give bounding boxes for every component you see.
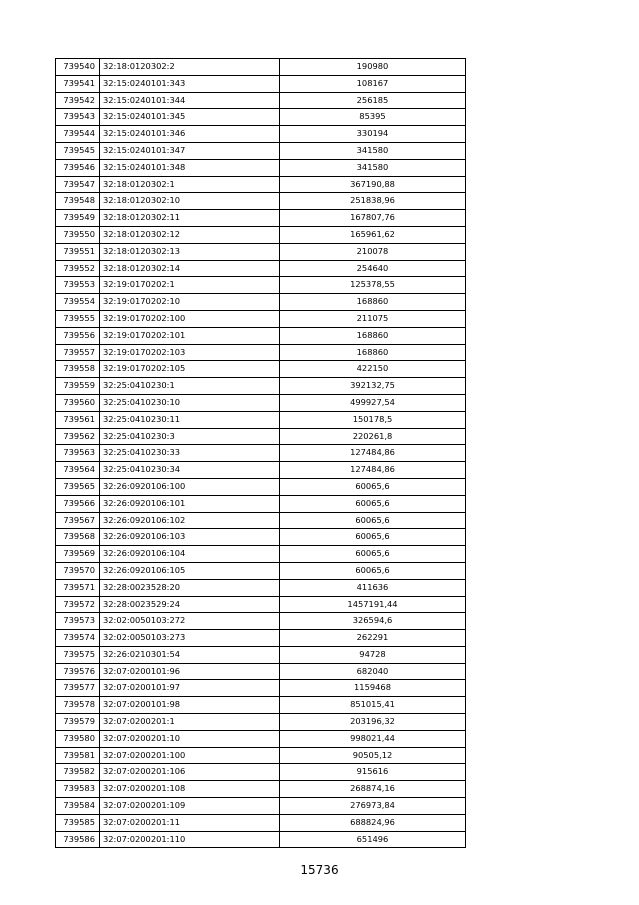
- table-row: [56, 478, 466, 495]
- row-id-cell: 739546: [56, 159, 100, 176]
- value-cell: 341580: [280, 142, 466, 159]
- value-cell: 60065,6: [280, 478, 466, 495]
- table-row: [56, 462, 466, 479]
- value-cell: 367190,88: [280, 176, 466, 193]
- cadastral-number-cell: 32:25:0410230:33: [100, 445, 280, 462]
- cadastral-number-cell: 32:25:0410230:1: [100, 378, 280, 395]
- table-row: [56, 361, 466, 378]
- table-row: [56, 294, 466, 311]
- row-id-cell: 739559: [56, 378, 100, 395]
- table-row: [56, 512, 466, 529]
- table-row: [56, 378, 466, 395]
- row-id-cell: 739575: [56, 646, 100, 663]
- cadastral-number-cell: 32:19:0170202:100: [100, 310, 280, 327]
- value-cell: 94728: [280, 646, 466, 663]
- value-cell: 108167: [280, 75, 466, 92]
- table-row: [56, 529, 466, 546]
- table-row: [56, 277, 466, 294]
- value-cell: 682040: [280, 663, 466, 680]
- value-cell: 190980: [280, 59, 466, 76]
- table-row: [56, 310, 466, 327]
- cadastral-number-cell: 32:25:0410230:3: [100, 428, 280, 445]
- table-row: [56, 92, 466, 109]
- table-row: [56, 243, 466, 260]
- value-cell: 998021,44: [280, 730, 466, 747]
- table-row: [56, 764, 466, 781]
- row-id-cell: 739543: [56, 109, 100, 126]
- table-row: [56, 680, 466, 697]
- row-id-cell: 739552: [56, 260, 100, 277]
- cadastral-number-cell: 32:18:0120302:1: [100, 176, 280, 193]
- value-cell: 150178,5: [280, 411, 466, 428]
- row-id-cell: 739571: [56, 579, 100, 596]
- value-cell: 127484,86: [280, 445, 466, 462]
- data-table: [55, 58, 466, 848]
- value-cell: 256185: [280, 92, 466, 109]
- value-cell: 688824,96: [280, 814, 466, 831]
- value-cell: 268874,16: [280, 781, 466, 798]
- cadastral-number-cell: 32:07:0200101:97: [100, 680, 280, 697]
- cadastral-number-cell: 32:19:0170202:10: [100, 294, 280, 311]
- cadastral-number-cell: 32:25:0410230:34: [100, 462, 280, 479]
- cadastral-number-cell: 32:18:0120302:14: [100, 260, 280, 277]
- row-id-cell: 739551: [56, 243, 100, 260]
- row-id-cell: 739584: [56, 798, 100, 815]
- cadastral-number-cell: 32:25:0410230:11: [100, 411, 280, 428]
- row-id-cell: 739553: [56, 277, 100, 294]
- row-id-cell: 739585: [56, 814, 100, 831]
- row-id-cell: 739573: [56, 613, 100, 630]
- table-row: [56, 176, 466, 193]
- value-cell: 60065,6: [280, 546, 466, 563]
- value-cell: 330194: [280, 126, 466, 143]
- cadastral-number-cell: 32:07:0200201:109: [100, 798, 280, 815]
- cadastral-number-cell: 32:18:0120302:2: [100, 59, 280, 76]
- row-id-cell: 739577: [56, 680, 100, 697]
- value-cell: 851015,41: [280, 697, 466, 714]
- row-id-cell: 739570: [56, 562, 100, 579]
- cadastral-number-cell: 32:26:0920106:104: [100, 546, 280, 563]
- cadastral-number-cell: 32:19:0170202:1: [100, 277, 280, 294]
- row-id-cell: 739580: [56, 730, 100, 747]
- table-row: [56, 747, 466, 764]
- value-cell: 60065,6: [280, 495, 466, 512]
- row-id-cell: 739542: [56, 92, 100, 109]
- table-row: [56, 109, 466, 126]
- row-id-cell: 739579: [56, 714, 100, 731]
- row-id-cell: 739550: [56, 226, 100, 243]
- row-id-cell: 739565: [56, 478, 100, 495]
- table-row: [56, 445, 466, 462]
- cadastral-number-cell: 32:15:0240101:347: [100, 142, 280, 159]
- table-row: [56, 226, 466, 243]
- table-row: [56, 344, 466, 361]
- row-id-cell: 739548: [56, 193, 100, 210]
- cadastral-number-cell: 32:19:0170202:105: [100, 361, 280, 378]
- cadastral-number-cell: 32:26:0210301:54: [100, 646, 280, 663]
- table-row: [56, 428, 466, 445]
- value-cell: 85395: [280, 109, 466, 126]
- value-cell: 60065,6: [280, 562, 466, 579]
- value-cell: 392132,75: [280, 378, 466, 395]
- row-id-cell: 739545: [56, 142, 100, 159]
- table-row: [56, 495, 466, 512]
- row-id-cell: 739541: [56, 75, 100, 92]
- value-cell: 168860: [280, 344, 466, 361]
- cadastral-number-cell: 32:26:0920106:100: [100, 478, 280, 495]
- value-cell: 167807,76: [280, 210, 466, 227]
- value-cell: 251838,96: [280, 193, 466, 210]
- row-id-cell: 739554: [56, 294, 100, 311]
- table-body: [56, 59, 466, 848]
- table-row: [56, 193, 466, 210]
- cadastral-number-cell: 32:25:0410230:10: [100, 394, 280, 411]
- table-row: [56, 546, 466, 563]
- cadastral-number-cell: 32:15:0240101:345: [100, 109, 280, 126]
- value-cell: 127484,86: [280, 462, 466, 479]
- value-cell: 210078: [280, 243, 466, 260]
- value-cell: 254640: [280, 260, 466, 277]
- row-id-cell: 739557: [56, 344, 100, 361]
- table-row: [56, 730, 466, 747]
- value-cell: 125378,55: [280, 277, 466, 294]
- value-cell: 220261,8: [280, 428, 466, 445]
- cadastral-number-cell: 32:28:0023528:20: [100, 579, 280, 596]
- cadastral-number-cell: 32:02:0050103:272: [100, 613, 280, 630]
- row-id-cell: 739576: [56, 663, 100, 680]
- cadastral-number-cell: 32:02:0050103:273: [100, 630, 280, 647]
- value-cell: 60065,6: [280, 512, 466, 529]
- table-row: [56, 327, 466, 344]
- cadastral-number-cell: 32:19:0170202:103: [100, 344, 280, 361]
- value-cell: 422150: [280, 361, 466, 378]
- row-id-cell: 739586: [56, 831, 100, 848]
- row-id-cell: 739560: [56, 394, 100, 411]
- cadastral-number-cell: 32:26:0920106:101: [100, 495, 280, 512]
- cadastral-number-cell: 32:18:0120302:10: [100, 193, 280, 210]
- value-cell: 60065,6: [280, 529, 466, 546]
- cadastral-number-cell: 32:07:0200201:1: [100, 714, 280, 731]
- table-row: [56, 596, 466, 613]
- table-row: [56, 59, 466, 76]
- row-id-cell: 739569: [56, 546, 100, 563]
- cadastral-number-cell: 32:07:0200201:106: [100, 764, 280, 781]
- cadastral-number-cell: 32:26:0920106:102: [100, 512, 280, 529]
- value-cell: 499927,54: [280, 394, 466, 411]
- row-id-cell: 739547: [56, 176, 100, 193]
- row-id-cell: 739555: [56, 310, 100, 327]
- value-cell: 203196,32: [280, 714, 466, 731]
- table-row: [56, 126, 466, 143]
- row-id-cell: 739540: [56, 59, 100, 76]
- cadastral-number-cell: 32:15:0240101:343: [100, 75, 280, 92]
- row-id-cell: 739583: [56, 781, 100, 798]
- cadastral-number-cell: 32:26:0920106:103: [100, 529, 280, 546]
- row-id-cell: 739566: [56, 495, 100, 512]
- row-id-cell: 739549: [56, 210, 100, 227]
- cadastral-number-cell: 32:18:0120302:11: [100, 210, 280, 227]
- table-row: [56, 831, 466, 848]
- table-row: [56, 159, 466, 176]
- cadastral-number-cell: 32:15:0240101:346: [100, 126, 280, 143]
- value-cell: 341580: [280, 159, 466, 176]
- value-cell: 1159468: [280, 680, 466, 697]
- cadastral-number-cell: 32:18:0120302:12: [100, 226, 280, 243]
- cadastral-number-cell: 32:07:0200201:100: [100, 747, 280, 764]
- row-id-cell: 739567: [56, 512, 100, 529]
- table-row: [56, 411, 466, 428]
- value-cell: 915616: [280, 764, 466, 781]
- row-id-cell: 739562: [56, 428, 100, 445]
- cadastral-number-cell: 32:15:0240101:348: [100, 159, 280, 176]
- cadastral-number-cell: 32:07:0200201:108: [100, 781, 280, 798]
- value-cell: 165961,62: [280, 226, 466, 243]
- table-row: [56, 814, 466, 831]
- table-row: [56, 630, 466, 647]
- row-id-cell: 739568: [56, 529, 100, 546]
- value-cell: 168860: [280, 294, 466, 311]
- table-row: [56, 210, 466, 227]
- row-id-cell: 739563: [56, 445, 100, 462]
- table-row: [56, 394, 466, 411]
- row-id-cell: 739582: [56, 764, 100, 781]
- table-row: [56, 260, 466, 277]
- page-number: 15736: [300, 863, 339, 877]
- value-cell: 276973,84: [280, 798, 466, 815]
- row-id-cell: 739556: [56, 327, 100, 344]
- value-cell: 411636: [280, 579, 466, 596]
- cadastral-number-cell: 32:18:0120302:13: [100, 243, 280, 260]
- row-id-cell: 739581: [56, 747, 100, 764]
- value-cell: 90505,12: [280, 747, 466, 764]
- cadastral-number-cell: 32:07:0200101:96: [100, 663, 280, 680]
- row-id-cell: 739561: [56, 411, 100, 428]
- value-cell: 1457191,44: [280, 596, 466, 613]
- table-row: [56, 142, 466, 159]
- table-row: [56, 781, 466, 798]
- table-row: [56, 714, 466, 731]
- table-row: [56, 613, 466, 630]
- row-id-cell: 739578: [56, 697, 100, 714]
- row-id-cell: 739572: [56, 596, 100, 613]
- cadastral-number-cell: 32:26:0920106:105: [100, 562, 280, 579]
- row-id-cell: 739544: [56, 126, 100, 143]
- table-row: [56, 579, 466, 596]
- cadastral-number-cell: 32:07:0200201:11: [100, 814, 280, 831]
- table-row: [56, 646, 466, 663]
- table-row: [56, 75, 466, 92]
- cadastral-number-cell: 32:07:0200201:110: [100, 831, 280, 848]
- row-id-cell: 739574: [56, 630, 100, 647]
- table-row: [56, 697, 466, 714]
- value-cell: 326594,6: [280, 613, 466, 630]
- value-cell: 211075: [280, 310, 466, 327]
- table-row: [56, 798, 466, 815]
- table-row: [56, 562, 466, 579]
- cadastral-number-cell: 32:15:0240101:344: [100, 92, 280, 109]
- cadastral-number-cell: 32:07:0200201:10: [100, 730, 280, 747]
- row-id-cell: 739564: [56, 462, 100, 479]
- row-id-cell: 739558: [56, 361, 100, 378]
- cadastral-number-cell: 32:28:0023529:24: [100, 596, 280, 613]
- cadastral-number-cell: 32:07:0200101:98: [100, 697, 280, 714]
- value-cell: 262291: [280, 630, 466, 647]
- table-row: [56, 663, 466, 680]
- cadastral-number-cell: 32:19:0170202:101: [100, 327, 280, 344]
- value-cell: 168860: [280, 327, 466, 344]
- value-cell: 651496: [280, 831, 466, 848]
